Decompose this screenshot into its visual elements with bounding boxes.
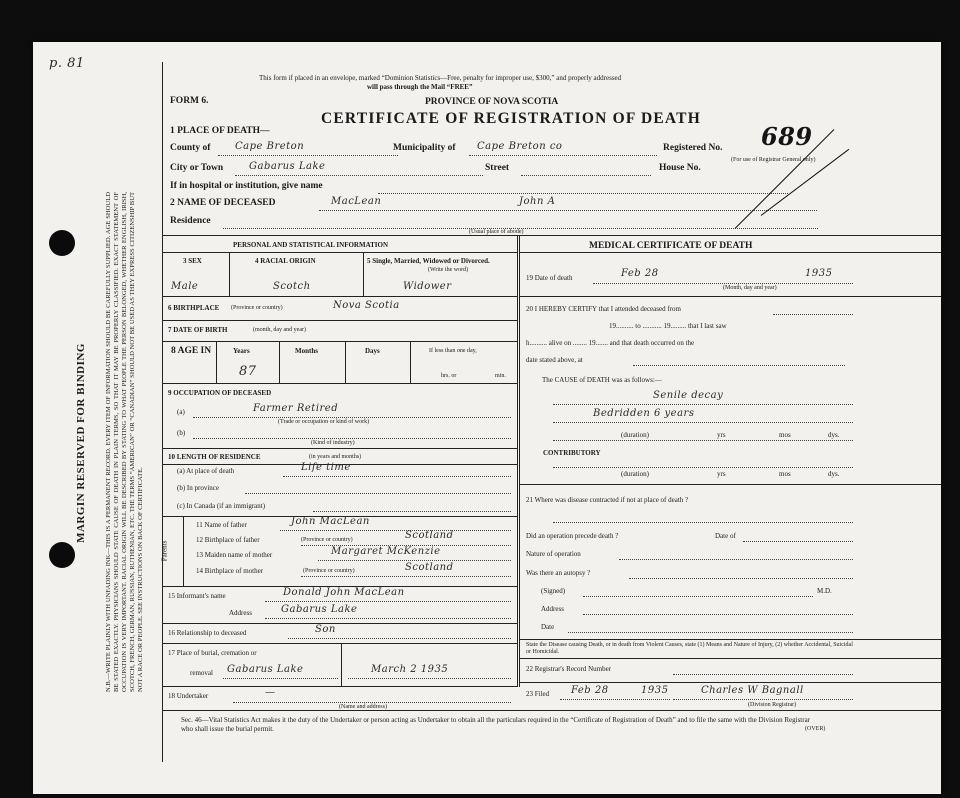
duration-label-1: (duration) xyxy=(621,431,649,439)
cause-value-2: Bedridden 6 years xyxy=(593,408,695,419)
personal-heading: PERSONAL AND STATISTICAL INFORMATION xyxy=(233,241,389,249)
sex-label: 3 SEX xyxy=(183,257,202,265)
less-day-label: If less than one day, xyxy=(429,348,477,354)
envelope-note-2: will pass through the Mail “FREE” xyxy=(367,83,473,91)
father-birthplace-note: (Province or country) xyxy=(301,537,353,543)
registrar-note: (For use of Registrar General only) xyxy=(731,157,816,163)
age-years-value: 87 xyxy=(239,364,257,379)
duration-dys-1: dys. xyxy=(828,431,840,439)
municipality-value: Cape Breton co xyxy=(477,141,563,152)
mother-birthplace-label: 14 Birthplace of mother xyxy=(196,567,264,575)
footer-over: (OVER) xyxy=(805,726,826,732)
racial-label: 4 RACIAL ORIGIN xyxy=(255,257,316,265)
father-birthplace-label: 12 Birthplace of father xyxy=(196,536,260,544)
residence-a-label: (a) At place of death xyxy=(177,467,235,475)
registrar-signature: Charles W Bagnall xyxy=(701,685,804,696)
certify-row-3: h.......... alive on ........ 19....... and that death occurred on the xyxy=(526,339,695,347)
sex-value: Male xyxy=(171,281,199,292)
occupation-b-note: (Kind of industry) xyxy=(311,440,355,446)
death-date-label: 19 Date of death xyxy=(526,274,573,282)
duration-mos-1: mos xyxy=(779,431,791,439)
father-birthplace-value: Scotland xyxy=(405,530,454,541)
duration-mos-2: mos xyxy=(779,470,791,478)
residence-length-note: (in years and months) xyxy=(309,454,362,460)
undertaker-label: 18 Undertaker xyxy=(168,692,209,700)
residence-b-label: (b) In province xyxy=(177,484,219,492)
occupation-b-label: (b) xyxy=(177,429,186,437)
autopsy-label: Was there an autopsy ? xyxy=(526,569,591,577)
residence-label: Residence xyxy=(170,216,211,226)
registered-no-label: Registered No. xyxy=(663,143,723,153)
usual-place-note: (Usual place of abode) xyxy=(469,229,524,235)
certify-text: 20 I HEREBY CERTIFY that I attended deceased from xyxy=(526,305,681,313)
informant-label: 15 Informant's name xyxy=(168,592,226,600)
occupation-a-label: (a) xyxy=(177,408,185,416)
binding-hole-top xyxy=(49,230,75,256)
margin-title: MARGIN RESERVED FOR BINDING xyxy=(75,343,87,543)
filed-date-value: Feb 28 xyxy=(571,685,609,696)
residence-length-label: 10 LENGTH OF RESIDENCE xyxy=(168,453,261,461)
marital-note: (Write the word) xyxy=(428,267,469,273)
certify-row-2: 19.......... to ........... 19......... that I last saw xyxy=(609,322,727,330)
filed-year-value: 1935 xyxy=(641,685,669,696)
residence-a-value: Life time xyxy=(301,462,351,473)
mother-value: Margaret McKenzie xyxy=(331,546,441,557)
city-value: Gabarus Lake xyxy=(249,161,326,172)
informant-address-label: Address xyxy=(229,609,252,617)
father-value: John MacLean xyxy=(291,516,370,527)
cause-value-1: Senile decay xyxy=(653,390,724,401)
corner-note: p. 81 xyxy=(49,56,85,71)
place-of-death-heading: 1 PLACE OF DEATH— xyxy=(170,126,270,136)
marital-label: 5 Single, Married, Widowed or Divorced. xyxy=(367,257,490,265)
death-date-value: Feb 28 xyxy=(621,268,659,279)
division-registrar-note: (Division Registrar) xyxy=(748,702,797,708)
duration-yrs-2: yrs xyxy=(717,470,726,478)
dob-label: 7 DATE OF BIRTH xyxy=(168,326,228,334)
birthplace-label: 6 BIRTHPLACE xyxy=(168,304,220,312)
burial-place-value: Gabarus Lake xyxy=(227,664,304,675)
days-label: Days xyxy=(365,347,380,355)
relationship-value: Son xyxy=(315,624,336,635)
envelope-note-1: This form if placed in an envelope, marked “Dominion Statistics—Free, penalty for improper use, $300,” and properly addressed xyxy=(259,74,622,82)
removal-label: removal xyxy=(190,669,213,677)
racial-value: Scotch xyxy=(273,281,311,292)
house-label: House No. xyxy=(659,163,701,173)
given-name-value: John A xyxy=(519,196,556,207)
contributory-label: CONTRIBUTORY xyxy=(543,449,601,457)
surname-value: MacLean xyxy=(331,196,382,207)
contracted-label: 21 Where was disease contracted if not at place of death ? xyxy=(526,496,689,504)
years-label: Years xyxy=(233,347,250,355)
municipality-label: Municipality of xyxy=(393,143,456,153)
birthplace-value: Nova Scotia xyxy=(333,300,400,311)
father-label: 11 Name of father xyxy=(196,521,247,529)
occupation-a-note: (Trade or occupation or kind of work) xyxy=(278,419,370,425)
record-number-label: 22 Registrar's Record Number xyxy=(526,665,612,673)
mother-label: 13 Maiden name of mother xyxy=(196,551,273,559)
duration-label-2: (duration) xyxy=(621,470,649,478)
occupation-a-value: Farmer Retired xyxy=(253,403,339,414)
margin-instructions: N.B.—WRITE PLAINLY WITH UNFADING INK—THIS IS A PERMANENT RECORD. EVERY ITEM OF INFORMATION SHOULD BE CAREFULLY SUPPLIED. AGE SHOULD BE STATED EXACTLY. PHYSICIANS SHOULD STATE CAUSE OF DEATH IN PLAIN TERMS, SO THAT IT MAY BE PROPERLY CLASSIFIED. EXACT STATEMENT OF OCCUPATION IS VERY IMPORTANT. RACIAL ORIGIN WILL BE DESCRIBED BY STATING TO WHAT PEOPLE THE PERSON BELONGED, WHETHER ENGLISH, IRISH, SCOTCH, FRENCH, GERMAN, RUSSIAN, RUTHENIAN, ETC. THE TERMS “AMERICAN” OR “CANADIAN” SHOULD NOT BE USED AS THEY EXPRESS CITIZENSHIP BUT NOT A RACE OR PEOPLE. SEE INSTRUCTIONS ON BACK OF CERTIFICATE. xyxy=(105,192,144,692)
marital-value: Widower xyxy=(403,281,452,292)
column-divider xyxy=(517,235,520,687)
filed-label: 23 Filed xyxy=(526,690,550,698)
footer-text: Sec. 46—Vital Statistics Act makes it the duty of the Undertaker or person acting as Undertaker to obtain all the particulars required in the “Certificate of Registration of Death” and to file the same with the Division Registrar who shall issue the burial permit. xyxy=(181,716,811,733)
physician-date-label: Date xyxy=(541,623,555,631)
operation-date-label: Date of xyxy=(715,532,736,540)
margin-border xyxy=(162,62,163,762)
operation-label: Did an operation precede death ? xyxy=(526,532,619,540)
duration-yrs-1: yrs xyxy=(717,431,726,439)
mother-birthplace-note: (Province or country) xyxy=(303,568,355,574)
informant-value: Donald John MacLean xyxy=(283,587,405,598)
hrs-label: hrs. or xyxy=(441,373,457,379)
signed-label: (Signed) xyxy=(541,587,566,595)
residence-c-label: (c) In Canada (if an immigrant) xyxy=(177,502,266,510)
birthplace-note: (Province or country) xyxy=(231,305,283,311)
md-label: M.D. xyxy=(817,587,832,595)
registered-no-value: 689 xyxy=(761,122,813,151)
street-label: Street xyxy=(485,163,510,173)
parents-label: Parents xyxy=(160,540,169,562)
informant-address-value: Gabarus Lake xyxy=(281,604,358,615)
death-date-year: 1935 xyxy=(805,268,833,279)
age-label: 8 AGE IN xyxy=(171,346,212,356)
burial-date-value: March 2 1935 xyxy=(371,664,449,675)
city-label: City or Town xyxy=(170,163,224,173)
form-number: FORM 6. xyxy=(170,96,209,106)
county-value: Cape Breton xyxy=(235,141,305,152)
burial-label: 17 Place of burial, cremation or xyxy=(168,649,257,657)
hospital-label: If in hospital or institution, give name xyxy=(170,181,323,191)
occupation-label: 9 OCCUPATION OF DECEASED xyxy=(168,389,272,397)
county-label: County of xyxy=(170,143,211,153)
undertaker-value: — xyxy=(265,687,276,698)
certify-row-4: date stated above, at xyxy=(526,356,583,364)
nature-label: Nature of operation xyxy=(526,550,581,558)
months-label: Months xyxy=(295,347,318,355)
state-note: State the Disease causing Death, or in death from Violent Causes, state (1) Means and Nature of Injury, (2) whether Accidental, Suicidal or Homicidal. xyxy=(526,642,853,655)
duration-dys-2: dys. xyxy=(828,470,840,478)
province: PROVINCE OF NOVA SCOTIA xyxy=(425,97,559,107)
death-date-note: (Month, day and year) xyxy=(723,285,777,291)
medical-heading: MEDICAL CERTIFICATE OF DEATH xyxy=(589,241,753,251)
certificate-page xyxy=(33,42,941,794)
name-label: 2 NAME OF DECEASED xyxy=(170,198,276,208)
min-label: min. xyxy=(495,373,506,379)
undertaker-note: (Name and address) xyxy=(339,704,387,710)
page-title: CERTIFICATE OF REGISTRATION OF DEATH xyxy=(321,110,701,127)
dob-note: (month, day and year) xyxy=(253,327,306,333)
binding-hole-bottom xyxy=(49,542,75,568)
physician-address-label: Address xyxy=(541,605,564,613)
cause-label: The CAUSE of DEATH was as follows:— xyxy=(542,376,662,384)
relationship-label: 16 Relationship to deceased xyxy=(168,629,247,637)
mother-birthplace-value: Scotland xyxy=(405,562,454,573)
